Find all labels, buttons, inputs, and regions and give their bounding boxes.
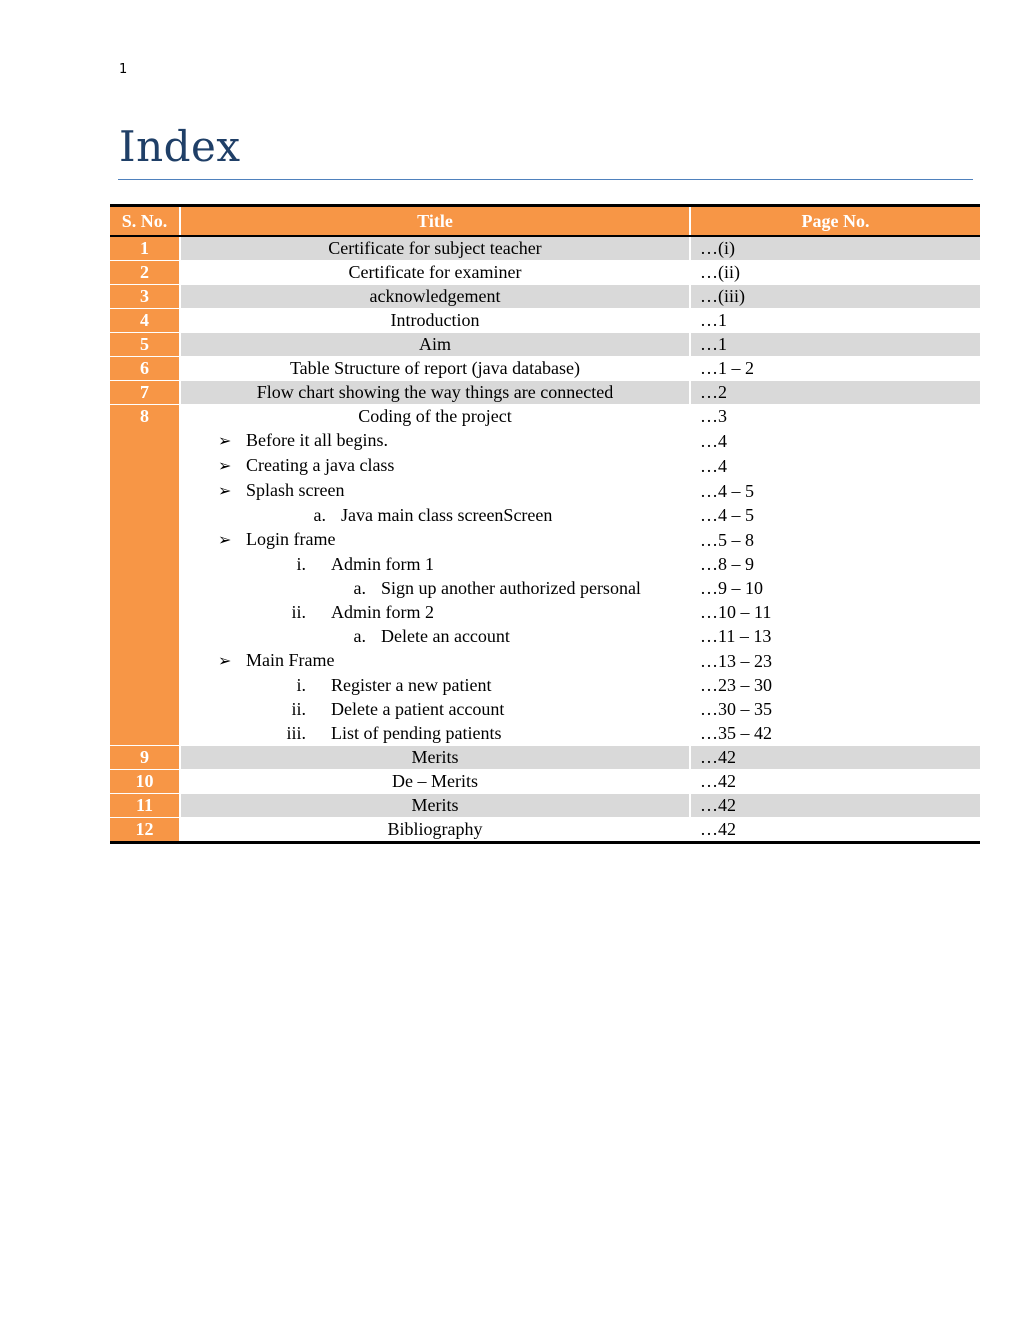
arrow-bullet-icon: ➢	[218, 458, 232, 475]
table-row	[110, 770, 980, 794]
serial-number: 9	[110, 746, 180, 770]
entry-page: …11 – 13	[700, 626, 772, 646]
table-row	[110, 553, 980, 577]
entry-page: …13 – 23	[700, 650, 772, 671]
table-row	[110, 818, 980, 843]
entry-title: Delete an account	[381, 626, 510, 646]
entry-page: …4 – 5	[700, 505, 754, 525]
header-page-number: Page No.	[690, 206, 980, 237]
table-row	[110, 601, 980, 625]
entry-page: …30 – 35	[700, 699, 772, 719]
table-row	[110, 625, 980, 649]
page-number: 1	[119, 62, 128, 77]
entry-title: acknowledgement	[180, 285, 690, 309]
table-row	[110, 381, 980, 405]
entry-title: Register a new patient	[331, 675, 492, 695]
entry-page: …2	[690, 381, 980, 405]
table-row	[110, 333, 980, 357]
serial-number: 11	[110, 794, 180, 818]
entry-title: Admin form 1	[331, 554, 434, 574]
list-marker: i.	[296, 554, 306, 574]
entry-page: …5 – 8	[700, 529, 754, 550]
list-marker: a.	[353, 578, 366, 598]
entry-page: …4 – 5	[700, 480, 754, 501]
table-row	[110, 261, 980, 285]
entry-title: Before it all begins.	[246, 430, 388, 450]
table-row	[110, 674, 980, 698]
page-title: Index	[119, 122, 241, 171]
table-row	[110, 429, 980, 454]
entry-page: …1	[690, 333, 980, 357]
arrow-bullet-icon: ➢	[218, 483, 232, 500]
entry-page: …3	[700, 406, 727, 426]
entry-title: Introduction	[180, 309, 690, 333]
table-row	[110, 309, 980, 333]
header-serial-number: S. No.	[110, 206, 180, 237]
table-row	[110, 698, 980, 722]
serial-number: 12	[110, 818, 180, 843]
entry-title: Merits	[180, 794, 690, 818]
table-row	[110, 285, 980, 309]
list-marker: ii.	[291, 699, 306, 719]
entry-title: Table Structure of report (java database)	[180, 357, 690, 381]
table-row	[110, 405, 980, 429]
entry-title: Certificate for examiner	[180, 261, 690, 285]
entry-title: Sign up another authorized personal	[381, 578, 641, 598]
entry-page: …42	[690, 746, 980, 770]
list-marker: i.	[296, 675, 306, 695]
header-title: Title	[180, 206, 690, 237]
entry-page: …8 – 9	[700, 554, 754, 574]
entry-title: Flow chart showing the way things are connected	[180, 381, 690, 405]
entry-title: Main Frame	[246, 650, 335, 670]
arrow-bullet-icon: ➢	[218, 532, 232, 549]
list-marker: ii.	[291, 602, 306, 622]
entry-page: …(ii)	[700, 262, 740, 282]
table-row	[110, 454, 980, 479]
arrow-bullet-icon: ➢	[218, 653, 232, 670]
table-header-row	[110, 206, 980, 237]
table-row	[110, 794, 980, 818]
entry-page: …4	[700, 430, 727, 451]
table-row	[110, 577, 980, 601]
entry-title: Bibliography	[180, 818, 690, 843]
index-table	[110, 204, 980, 844]
entry-title: Certificate for subject teacher	[180, 236, 690, 261]
table-row	[110, 528, 980, 553]
serial-number: 1	[110, 236, 180, 261]
serial-number: 3	[110, 285, 180, 309]
serial-number: 8	[110, 405, 180, 746]
arrow-bullet-icon: ➢	[218, 433, 232, 450]
table-row	[110, 357, 980, 381]
entry-title: Login frame	[246, 529, 336, 549]
serial-number: 2	[110, 261, 180, 285]
entry-page: …35 – 42	[700, 723, 772, 743]
list-marker: iii.	[286, 723, 306, 743]
entry-page: …42	[700, 771, 736, 791]
entry-title: Coding of the project	[180, 405, 690, 429]
entry-page: …1	[700, 310, 727, 330]
table-row	[110, 504, 980, 528]
list-marker: a.	[353, 626, 366, 646]
entry-title: Aim	[180, 333, 690, 357]
entry-page: …42	[700, 819, 736, 839]
entry-title: List of pending patients	[331, 723, 502, 743]
entry-page: …1 – 2	[700, 358, 754, 378]
table-row	[110, 236, 980, 261]
serial-number: 4	[110, 309, 180, 333]
entry-page: …4	[700, 455, 727, 476]
entry-title: Merits	[180, 746, 690, 770]
table-row	[110, 649, 980, 674]
entry-page: …23 – 30	[700, 675, 772, 695]
entry-title: Java main class screenScreen	[341, 505, 553, 525]
serial-number: 10	[110, 770, 180, 794]
entry-page: …10 – 11	[700, 602, 772, 622]
entry-title: Delete a patient account	[331, 699, 505, 719]
entry-page: …42	[690, 794, 980, 818]
serial-number: 5	[110, 333, 180, 357]
serial-number: 6	[110, 357, 180, 381]
entry-title: Creating a java class	[246, 455, 395, 475]
entry-page: …(i)	[690, 236, 980, 261]
serial-number: 7	[110, 381, 180, 405]
entry-title: Splash screen	[246, 480, 345, 500]
table-row	[110, 479, 980, 504]
table-row	[110, 746, 980, 770]
table-row	[110, 722, 980, 746]
title-underline	[118, 179, 973, 180]
list-marker: a.	[313, 505, 326, 525]
entry-page: …(iii)	[690, 285, 980, 309]
entry-page: …9 – 10	[700, 578, 763, 598]
entry-title: De – Merits	[180, 770, 690, 794]
entry-title: Admin form 2	[331, 602, 434, 622]
